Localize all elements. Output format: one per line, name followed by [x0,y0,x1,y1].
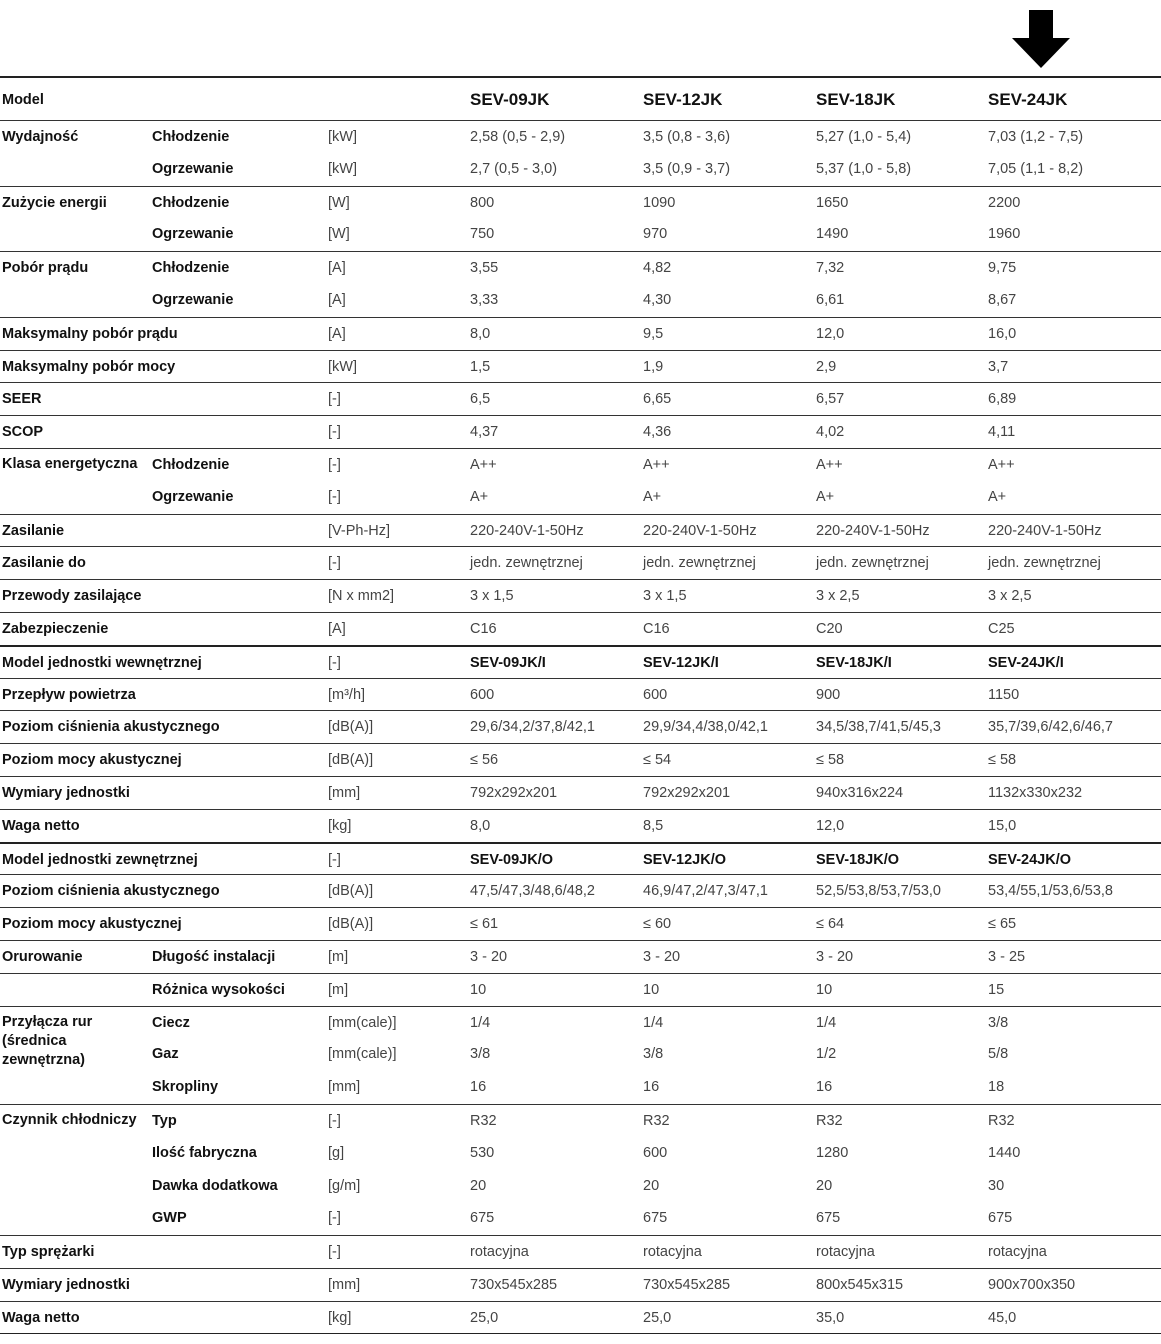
table-row [0,317,1161,350]
row-label: SCOP [2,424,44,441]
row-label: Zabezpieczenie [2,620,109,637]
value-cell: 18 [988,1079,1005,1096]
value-cell: 7,05 (1,1 - 8,2) [988,160,1084,177]
value-cell: jedn. zewnętrznej [643,555,756,572]
row-label: Zużycie energii [2,194,107,211]
value-cell: 675 [988,1210,1013,1227]
value-cell: 675 [816,1210,841,1227]
row-unit: [kg] [328,817,352,834]
row-sublabel: Ogrzewanie [152,226,234,243]
table-row [0,448,1161,481]
value-cell: R32 [988,1112,1015,1129]
value-cell: A++ [470,456,497,473]
row-label: Wymiary jednostki [2,784,130,801]
value-cell: C20 [816,620,843,637]
table-row [0,546,1161,579]
row-label: Przepływ powietrza [2,686,136,703]
value-cell: 10 [643,981,660,998]
value-cell: rotacyjna [643,1244,702,1261]
value-cell: 7,03 (1,2 - 7,5) [988,129,1084,145]
row-unit: [-] [328,555,341,572]
row-sublabel: Długość instalacji [152,948,276,965]
row-unit: [A] [328,260,346,277]
value-cell: 20 [470,1177,487,1194]
value-cell: 3 - 20 [643,948,681,965]
row-unit: [kg] [328,1309,352,1326]
row-unit: [kW] [328,129,357,145]
row-sublabel: Chłodzenie [152,129,230,145]
value-cell: ≤ 58 [988,752,1017,769]
row-unit: [-] [328,1210,341,1227]
value-cell: ≤ 58 [816,752,845,769]
row-unit: [-] [328,488,341,505]
table-row [0,350,1161,383]
table-row [0,1038,1161,1071]
table-row [0,842,1161,875]
row-label: SEER [2,391,42,408]
row-label: Maksymalny pobór mocy [2,358,176,375]
table-row [0,645,1161,678]
value-cell: 52,5/53,8/53,7/53,0 [816,883,941,900]
value-cell: 1132x330x232 [988,784,1083,801]
value-cell: 1/4 [643,1014,664,1031]
value-cell: 3 - 20 [816,948,854,965]
value-cell: 15 [988,981,1005,998]
row-unit: [dB(A)] [328,752,374,769]
table-row [0,1235,1161,1268]
value-cell: 6,57 [816,391,845,408]
value-cell: 46,9/47,2/47,3/47,1 [643,883,768,900]
table-row [0,776,1161,809]
value-cell: 3,7 [988,358,1009,375]
row-sublabel: Gaz [152,1046,179,1063]
value-cell: 4,37 [470,424,499,441]
row-label: Pobór prądu [2,260,89,277]
value-cell: 16 [470,1079,487,1096]
value-cell: ≤ 64 [816,916,845,933]
row-label: Poziom ciśnienia akustycznego [2,883,220,900]
value-cell: 47,5/47,3/48,6/48,2 [470,883,595,900]
value-cell: ≤ 56 [470,752,499,769]
value-cell: 34,5/38,7/41,5/45,3 [816,719,941,736]
value-cell: 600 [643,1144,668,1161]
value-cell: 8,67 [988,291,1017,308]
value-cell: 3 x 1,5 [643,588,687,605]
value-cell: SEV-18JK/O [816,851,900,868]
value-cell: 3,5 (0,9 - 3,7) [643,160,731,177]
value-cell: 1490 [816,226,849,243]
table-row [0,612,1161,645]
table-row [0,809,1161,842]
value-cell: 530 [470,1144,495,1161]
value-cell: 750 [470,226,495,243]
value-cell: ≤ 65 [988,916,1017,933]
value-cell: A++ [643,456,670,473]
table-row [0,1301,1161,1334]
value-cell: 600 [470,686,495,703]
row-label: Maksymalny pobór prądu [2,325,178,342]
row-unit: [dB(A)] [328,719,374,736]
row-unit: [mm] [328,1079,361,1096]
table-row [0,579,1161,612]
table-row [0,153,1161,186]
row-unit: [dB(A)] [328,916,374,933]
row-unit: [kW] [328,358,357,375]
row-sublabel: Chłodzenie [152,456,230,473]
value-cell: 29,6/34,2/37,8/42,1 [470,719,595,736]
value-cell: 6,65 [643,391,672,408]
value-cell: 53,4/55,1/53,6/53,8 [988,883,1113,900]
value-cell: SEV-09JK/I [470,654,546,671]
table-row [0,481,1161,514]
value-cell: 1150 [988,686,1020,703]
table-row [0,940,1161,973]
value-cell: C16 [470,620,497,637]
model-name: SEV-09JK [470,90,550,109]
table-row [0,678,1161,711]
value-cell: 25,0 [643,1309,672,1326]
row-sublabel: Różnica wysokości [152,981,285,998]
table-row [0,743,1161,776]
row-unit: [mm] [328,784,361,801]
value-cell: 970 [643,226,668,243]
value-cell: 4,30 [643,291,672,308]
value-cell: 220-240V-1-50Hz [988,522,1102,539]
value-cell: A+ [816,488,835,505]
value-cell: 15,0 [988,817,1017,834]
row-sublabel: Ogrzewanie [152,291,234,308]
value-cell: 3/8 [470,1046,491,1063]
row-sublabel: Ogrzewanie [152,160,234,177]
row-unit: [m] [328,981,349,998]
value-cell: 800x545x315 [816,1276,904,1293]
value-cell: A+ [988,488,1007,505]
table-row [0,973,1161,1006]
value-cell: 2,9 [816,358,837,375]
value-cell: 20 [816,1177,833,1194]
value-cell: 792x292x201 [470,784,558,801]
value-cell: rotacyjna [816,1244,875,1261]
row-sublabel: Dawka dodatkowa [152,1177,278,1194]
value-cell: 3,55 [470,260,499,277]
value-cell: ≤ 60 [643,916,672,933]
value-cell: 1/4 [816,1014,837,1031]
model-name: SEV-12JK [643,90,723,109]
value-cell: 220-240V-1-50Hz [816,522,930,539]
value-cell: 1/4 [470,1014,491,1031]
value-cell: 5/8 [988,1046,1009,1063]
value-cell: jedn. zewnętrznej [816,555,929,572]
arrow-down-icon [1012,10,1072,70]
row-unit: [m] [328,948,349,965]
value-cell: 25,0 [470,1309,499,1326]
value-cell: 675 [470,1210,495,1227]
row-sublabel: Ciecz [152,1014,190,1031]
row-label: Waga netto [2,817,80,834]
value-cell: 3 - 20 [470,948,508,965]
value-cell: 45,0 [988,1309,1017,1326]
value-cell: R32 [470,1112,497,1129]
value-cell: 4,02 [816,424,845,441]
table-row [0,284,1161,317]
value-cell: SEV-09JK/O [470,851,554,868]
table-row [0,186,1161,219]
table-row [0,874,1161,907]
row-label: Poziom ciśnienia akustycznego [2,719,220,736]
model-name: SEV-18JK [816,90,896,109]
table-row [0,218,1161,251]
row-label: Klasa energetyczna [2,455,138,472]
value-cell: SEV-18JK/I [816,654,892,671]
table-row [0,710,1161,743]
value-cell: R32 [643,1112,670,1129]
value-cell: A+ [643,488,662,505]
value-cell: 20 [643,1177,660,1194]
value-cell: 3/8 [988,1014,1009,1031]
header-row [0,78,1161,120]
table-row [0,415,1161,448]
value-cell: 1440 [988,1144,1021,1161]
value-cell: 3 x 1,5 [470,588,514,605]
value-cell: 3 x 2,5 [988,588,1032,605]
value-cell: rotacyjna [988,1244,1047,1261]
value-cell: 16 [816,1079,833,1096]
row-sublabel: Chłodzenie [152,194,230,211]
row-label: Wydajność [2,129,79,145]
value-cell: 1960 [988,226,1021,243]
row-unit: [-] [328,456,341,473]
row-unit: [kW] [328,160,357,177]
value-cell: 730x545x285 [470,1276,558,1293]
row-label: Waga netto [2,1309,80,1326]
value-cell: 2,7 (0,5 - 3,0) [470,160,558,177]
row-label: Przyłącza rur (średnica zewnętrzna) [2,1013,93,1068]
value-cell: A+ [470,488,489,505]
row-label: Orurowanie [2,948,83,965]
value-cell: 1/2 [816,1046,837,1063]
row-unit: [W] [328,226,350,243]
row-label: Typ sprężarki [2,1244,95,1261]
value-cell: 1,5 [470,358,491,375]
value-cell: C25 [988,620,1015,637]
row-unit: [mm(cale)] [328,1046,397,1063]
value-cell: 800 [470,194,495,211]
table-row [0,382,1161,415]
value-cell: 6,5 [470,391,491,408]
value-cell: 8,5 [643,817,664,834]
spec-table [0,76,1161,1334]
value-cell: ≤ 54 [643,752,672,769]
row-label: Zasilanie do [2,555,86,572]
value-cell: 3,5 (0,8 - 3,6) [643,129,731,145]
value-cell: jedn. zewnętrznej [988,555,1101,572]
row-label: Poziom mocy akustycznej [2,916,182,933]
value-cell: 29,9/34,4/38,0/42,1 [643,719,768,736]
row-unit: [W] [328,194,350,211]
value-cell: 900 [816,686,841,703]
row-unit: [g] [328,1144,345,1161]
value-cell: 1280 [816,1144,849,1161]
row-sublabel: Chłodzenie [152,260,230,277]
value-cell: 30 [988,1177,1005,1194]
row-unit: [dB(A)] [328,883,374,900]
row-unit: [A] [328,291,346,308]
row-unit: [-] [328,1112,341,1129]
row-unit: [g/m] [328,1177,361,1194]
value-cell: jedn. zewnętrznej [470,555,583,572]
value-cell: 3/8 [643,1046,664,1063]
value-cell: 9,5 [643,325,664,342]
row-label: Model jednostki zewnętrznej [2,851,198,868]
value-cell: 6,61 [816,291,845,308]
value-cell: 4,36 [643,424,672,441]
value-cell: 1650 [816,194,849,211]
table-row [0,1071,1161,1104]
value-cell: 5,27 (1,0 - 5,4) [816,129,912,145]
value-cell: 792x292x201 [643,784,731,801]
row-unit: [-] [328,654,341,671]
value-cell: SEV-12JK/I [643,654,719,671]
row-unit: [m³/h] [328,686,366,703]
table-row [0,1202,1161,1235]
value-cell: A++ [988,456,1015,473]
row-label: Przewody zasilające [2,588,142,605]
value-cell: 16,0 [988,325,1017,342]
value-cell: 600 [643,686,668,703]
table-row [0,1137,1161,1170]
value-cell: 6,89 [988,391,1017,408]
value-cell: C16 [643,620,670,637]
value-cell: 8,0 [470,325,491,342]
row-label: Zasilanie [2,522,65,539]
row-sublabel: Skropliny [152,1079,219,1096]
value-cell: 12,0 [816,325,845,342]
value-cell: 16 [643,1079,660,1096]
row-unit: [A] [328,620,346,637]
row-label: Poziom mocy akustycznej [2,752,182,769]
row-unit: [N x mm2] [328,588,395,605]
row-unit: [mm] [328,1276,361,1293]
value-cell: 10 [470,981,487,998]
row-label: Czynnik chłodniczy [2,1111,137,1128]
value-cell: 35,7/39,6/42,6/46,7 [988,719,1113,736]
row-unit: [-] [328,851,341,868]
value-cell: R32 [816,1112,843,1129]
value-cell: ≤ 61 [470,916,499,933]
value-cell: 675 [643,1210,668,1227]
value-cell: 940x316x224 [816,784,904,801]
value-cell: 1,9 [643,358,664,375]
row-sublabel: Ilość fabryczna [152,1144,257,1161]
value-cell: 12,0 [816,817,845,834]
value-cell: 2,58 (0,5 - 2,9) [470,129,566,145]
value-cell: 220-240V-1-50Hz [643,522,757,539]
value-cell: 4,11 [988,424,1016,441]
table-row [0,120,1161,153]
row-unit: [V-Ph-Hz] [328,522,391,539]
value-cell: 4,82 [643,260,672,277]
value-cell: 8,0 [470,817,491,834]
row-unit: [-] [328,391,341,408]
row-unit: [-] [328,424,341,441]
table-row [0,251,1161,284]
value-cell: 9,75 [988,260,1017,277]
value-cell: 3,33 [470,291,499,308]
table-row [0,514,1161,547]
value-cell: 900x700x350 [988,1276,1076,1293]
row-sublabel: Typ [152,1112,177,1129]
row-label: Wymiary jednostki [2,1276,130,1293]
value-cell: 7,32 [816,260,845,277]
table-row [0,1170,1161,1203]
value-cell: SEV-12JK/O [643,851,727,868]
row-sublabel: GWP [152,1210,187,1227]
value-cell: 1090 [643,194,676,211]
row-unit: [A] [328,325,346,342]
value-cell: 10 [816,981,833,998]
value-cell: 5,37 (1,0 - 5,8) [816,160,912,177]
value-cell: 2200 [988,194,1021,211]
header-label: Model [2,92,44,108]
table-row [0,907,1161,940]
model-name: SEV-24JK [988,90,1068,109]
table-row [0,1104,1161,1137]
row-label: Model jednostki wewnętrznej [2,654,202,671]
value-cell: 3 - 25 [988,948,1026,965]
row-unit: [-] [328,1244,341,1261]
value-cell: A++ [816,456,843,473]
row-unit: [mm(cale)] [328,1014,397,1031]
value-cell: SEV-24JK/O [988,851,1072,868]
value-cell: SEV-24JK/I [988,654,1064,671]
row-sublabel: Ogrzewanie [152,488,234,505]
value-cell: 730x545x285 [643,1276,731,1293]
table-row [0,1268,1161,1301]
value-cell: 3 x 2,5 [816,588,860,605]
value-cell: 35,0 [816,1309,845,1326]
value-cell: rotacyjna [470,1244,529,1261]
value-cell: 220-240V-1-50Hz [470,522,584,539]
